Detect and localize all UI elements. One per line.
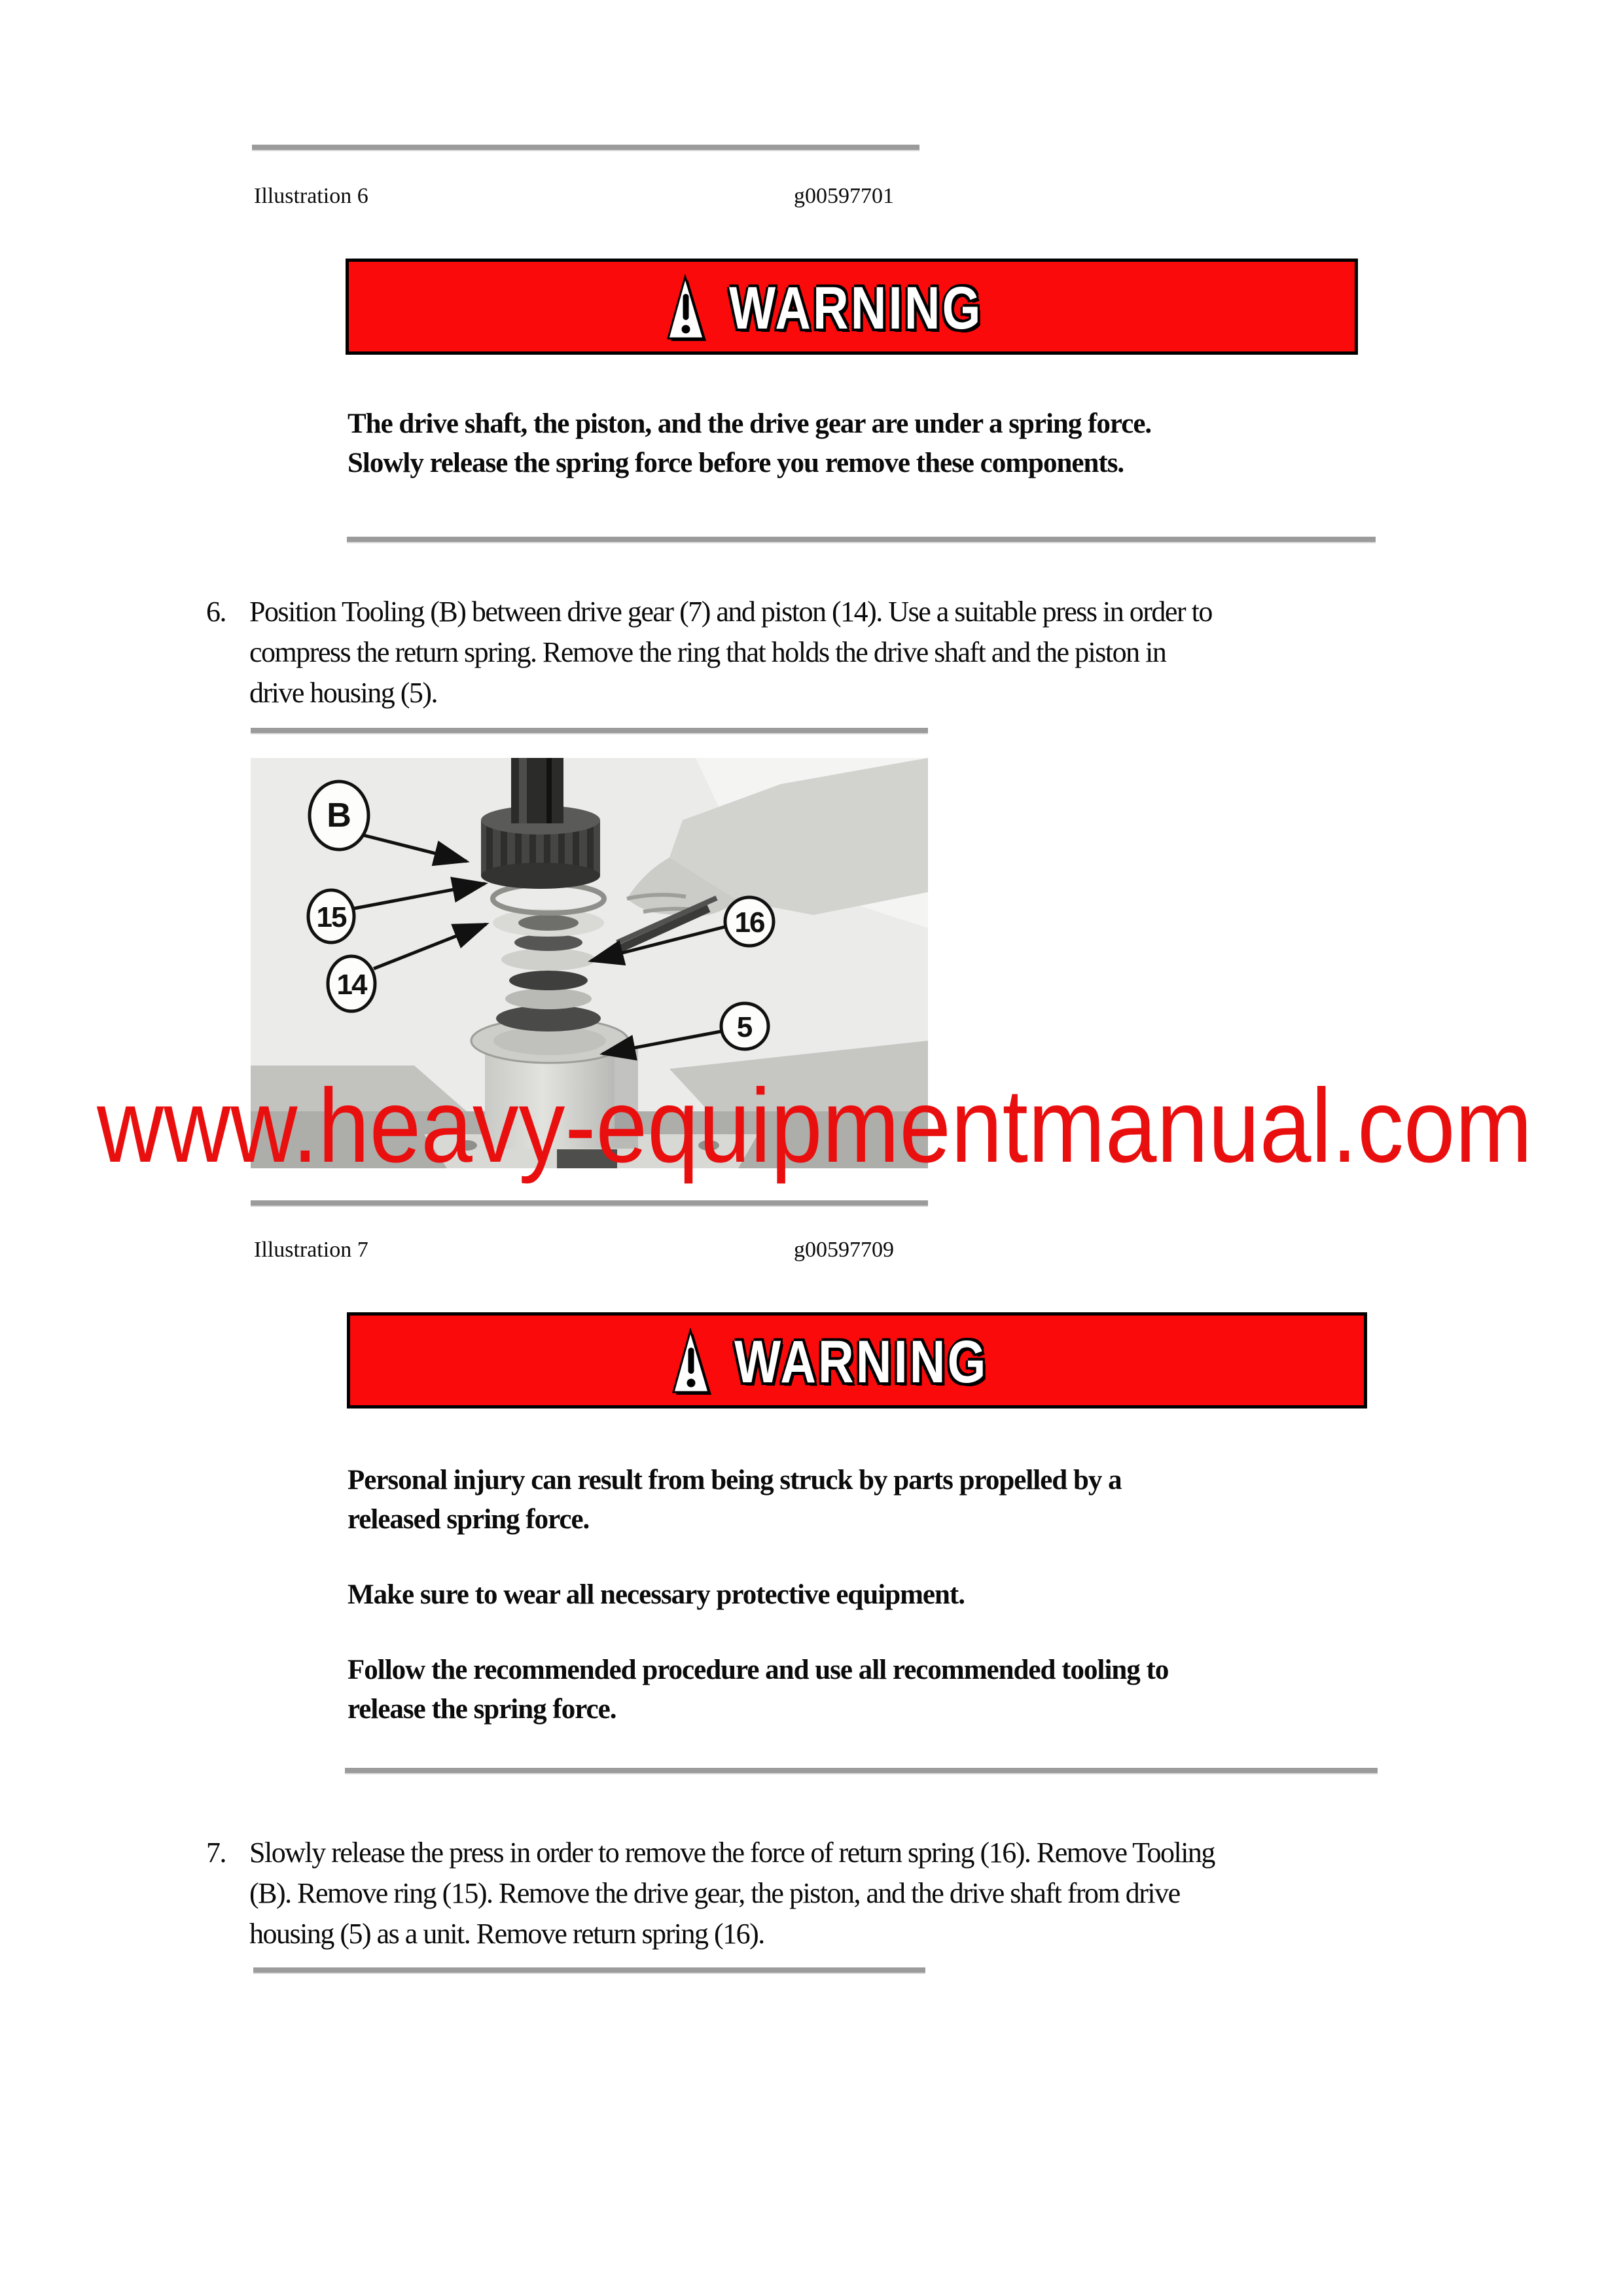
figure1-caption-code: g00597701 [794, 184, 894, 208]
warning-text-line: Slowly release the spring force before you remove these components. [348, 448, 1124, 478]
divider [251, 728, 928, 734]
step-text-line: housing (5) as a unit. Remove return spring (16). [249, 1918, 764, 1950]
callout-14-label: 14 [336, 969, 366, 1001]
watermark: www.heavy-equipmentmanual.com [97, 1067, 1533, 1184]
drive-shaft [511, 758, 563, 823]
divider [347, 537, 1376, 543]
figure2-caption-code: g00597709 [794, 1238, 894, 1262]
warning-triangle-icon [665, 274, 707, 342]
warning-paragraph [348, 1461, 1368, 1539]
warning-banner-2 [347, 1312, 1367, 1408]
warning-banner-label: WARNING [734, 1328, 988, 1395]
warning-text-line: The drive shaft, the piston, and the drive gear are under a spring force. [348, 408, 1152, 439]
warning-banner-1 [346, 259, 1358, 355]
step-text-line: compress the return spring. Remove the ring that holds the drive shaft and the piston in [249, 636, 1166, 668]
step-text-line: (B). Remove ring (15). Remove the drive gear, the piston, and the drive shaft from drive [249, 1877, 1180, 1909]
callout-b-label: B [327, 797, 351, 834]
warning-banner-label: WARNING [729, 274, 983, 342]
step-text [249, 1833, 1215, 1954]
warning-text-line: Make sure to wear all necessary protective equipment. [348, 1579, 965, 1610]
step-number: 6. [206, 596, 226, 628]
step-item-7 [206, 1833, 1215, 1954]
figure1-caption-label: Illustration 6 [254, 184, 368, 208]
warning-text-2 [348, 1461, 1368, 1729]
warning-text-line: Follow the recommended procedure and use all recommended tooling to [348, 1655, 1169, 1685]
step-text-line: Position Tooling (B) between drive gear (7) and piston (14). Use a suitable press in order to [249, 596, 1212, 628]
warning-text-1 [348, 404, 1368, 483]
step-item-6 [206, 592, 1212, 713]
callout-16-label: 16 [734, 906, 764, 939]
warning-paragraph [348, 1575, 1368, 1615]
divider [253, 1967, 925, 1974]
warning-paragraph [348, 1651, 1368, 1729]
warning-text-line: release the spring force. [348, 1694, 616, 1725]
warning-text-line: released spring force. [348, 1504, 590, 1535]
warning-triangle-icon [670, 1328, 712, 1396]
figure2-caption-label: Illustration 7 [254, 1238, 368, 1262]
callout-5-label: 5 [736, 1011, 753, 1043]
step-text-line: drive housing (5). [249, 677, 438, 709]
divider [251, 1200, 928, 1207]
warning-banner-content [665, 274, 1039, 342]
warning-banner-content [670, 1328, 1044, 1396]
step-number: 7. [206, 1837, 226, 1869]
step-text [249, 592, 1212, 713]
divider [252, 145, 919, 151]
warning-text-line: Personal injury can result from being struck by parts propelled by a [348, 1465, 1122, 1496]
callout-15-label: 15 [316, 901, 346, 933]
step-text-line: Slowly release the press in order to remove the force of return spring (16). Remove Tooling [249, 1837, 1215, 1869]
divider [345, 1768, 1378, 1774]
